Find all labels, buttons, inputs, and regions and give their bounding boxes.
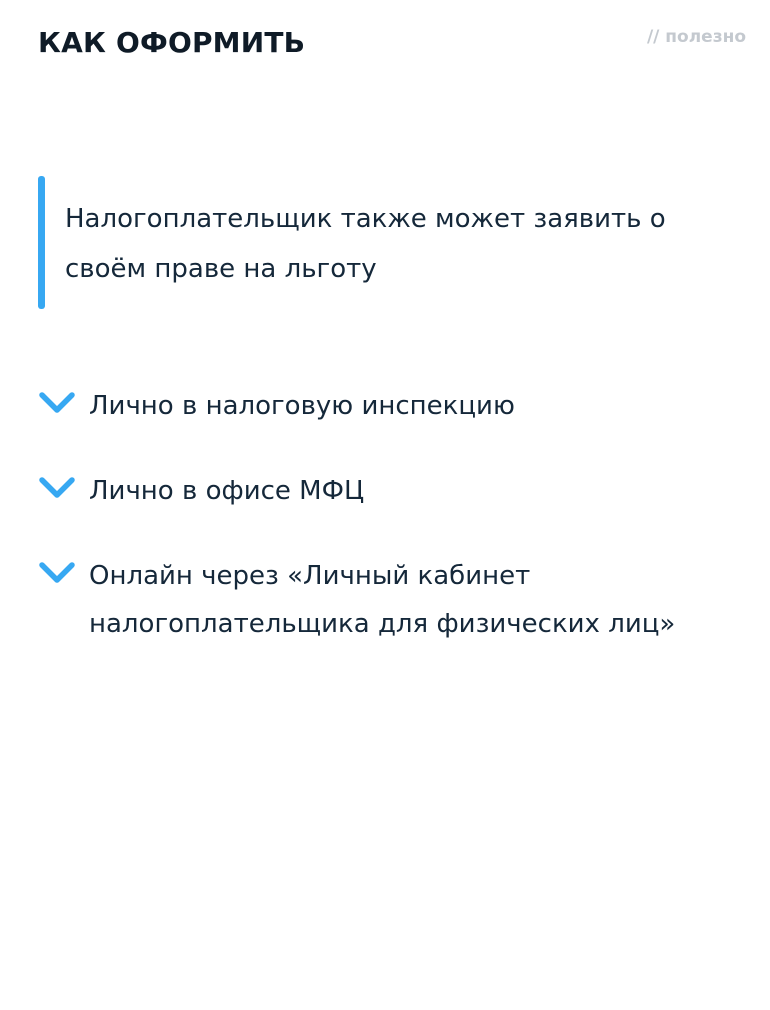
- list-item: [38, 552, 738, 648]
- quote-accent-bar: [38, 176, 45, 309]
- quote-block: [38, 176, 698, 309]
- chevron-down-icon: [39, 391, 75, 415]
- list-item-text: Лично в налоговую инспекцию: [89, 391, 515, 421]
- chevron-down-icon: [39, 561, 75, 585]
- list-item: [38, 467, 738, 515]
- chevron-down-icon: [39, 476, 75, 500]
- quote-text: Налогоплательщик также может заявить о своём праве на льготу: [65, 204, 666, 284]
- list-item-text: Онлайн через «Личный кабинет налогоплательщика для физических лиц»: [89, 561, 676, 639]
- list-item: [38, 382, 738, 430]
- page-title: КАК ОФОРМИТЬ: [38, 26, 306, 59]
- options-list: [38, 382, 738, 648]
- category-tag: // полезно: [646, 27, 746, 47]
- list-item-text: Лично в офисе МФЦ: [89, 476, 365, 506]
